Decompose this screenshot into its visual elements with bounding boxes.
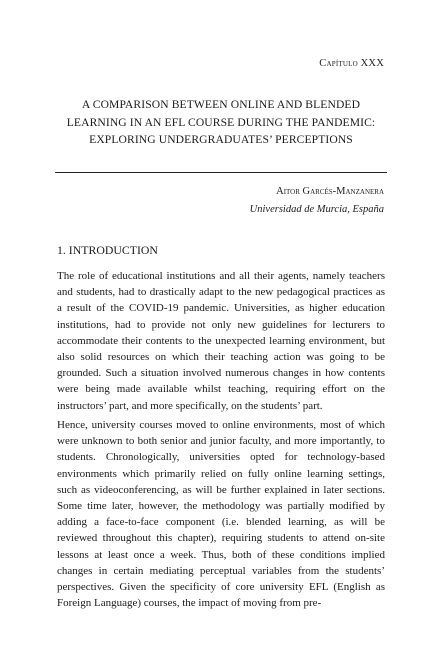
author-name: Aitor Garcés-Manzanera	[276, 186, 384, 197]
body-paragraph-1: The role of educational institutions and all their agents, namely teachers and students, had to drastically adapt to the new pedagogical practices as a result of the COVID-19 pandemic. Universities, as higher education institutions, had to provide not only new guidelines for lecturers to accommodate their contents to the unexpected learning environment, but also solid resources on which their teaching action was going to be grounded. Such a situation involved numerous changes in how contents were being made available whilst teaching, requiring effort on the instructors’ part, and more specifically, on the students’ part.	[57, 270, 385, 412]
body-paragraph-2: Hence, university courses moved to online environments, most of which were unknown to both senior and junior faculty, and more importantly, to students. Chronologically, universities opted for technology-based environments which primarily relied on fully online learning settings, such as videoconferencing, as will be further explained in later sections. Some time later, however, the methodology was partially modified by adding a face-to-face component (i.e. blended learning, as will be reviewed throughout this chapter), requiring students to attend on-site lessons at least once a week. Thus, both of these conditions implied changes in certain mediating perceptual variables from the students’ perspectives. Given the specificity of core university EFL (English as Foreign Language) courses, the impact of moving from pre-	[57, 419, 385, 610]
section-heading: 1. INTRODUCTION	[57, 243, 158, 257]
chapter-label: Capítulo XXX	[319, 58, 384, 69]
chapter-title: A COMPARISON BETWEEN ONLINE AND BLENDED LEARNING IN AN EFL COURSE DURING THE PANDEMIC: EXPLORING UNDERGRADUATES’ PERCEPTIONS	[66, 98, 376, 146]
title-divider	[55, 172, 387, 173]
author-affiliation: Universidad de Murcia, España	[249, 204, 384, 215]
